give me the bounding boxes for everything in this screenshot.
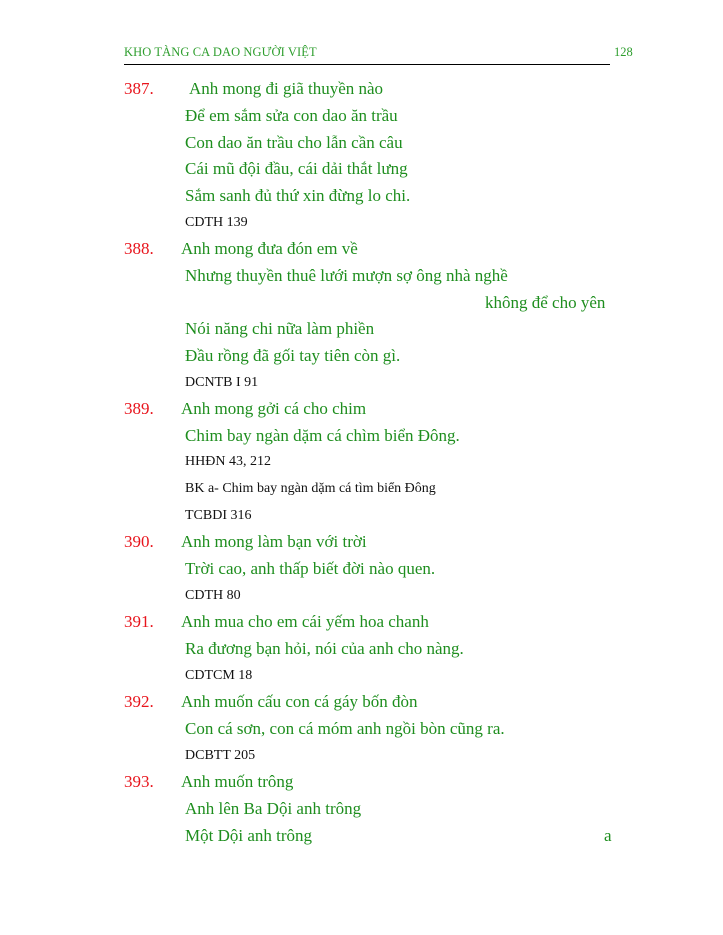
verse-line: Chim bay ngàn dặm cá chìm biển Đông.: [185, 426, 460, 445]
source-citation: CDTH 139: [185, 215, 248, 230]
source-citation: TCBDI 316: [185, 508, 252, 523]
entry-number-391: 391.: [124, 612, 154, 631]
verse-line: Con dao ăn trầu cho lẫn cần câu: [185, 133, 403, 152]
source-citation: DCNTB I 91: [185, 375, 259, 390]
entry-number-393: 393.: [124, 772, 154, 791]
verse-line-continuation: không để cho yên: [485, 293, 606, 312]
book-title: KHO TÀNG CA DAO NGƯỜI VIỆT: [124, 45, 317, 59]
page-number: 128: [614, 45, 633, 59]
verse-line: Để em sắm sửa con dao ăn trầu: [185, 106, 398, 125]
verse-line-fragment: a: [604, 826, 612, 845]
entry-number-392: 392.: [124, 692, 154, 711]
verse-line: Cái mũ đội đầu, cái dải thắt lưng: [185, 159, 408, 178]
verse-line: Đầu rồng đã gối tay tiên còn gì.: [185, 346, 401, 365]
verse-line: Anh muốn trông: [181, 772, 294, 791]
verse-line: Ra đương bạn hỏi, nói của anh cho nàng.: [185, 639, 464, 658]
verse-line: Anh mong gởi cá cho chim: [181, 399, 367, 418]
verse-line: Anh mong đưa đón em về: [181, 239, 358, 258]
verse-line: Một Dội anh trông: [185, 826, 313, 845]
verse-line: Nhưng thuyền thuê lưới mượn sợ ông nhà nghề: [185, 266, 508, 285]
source-citation: DCBTT 205: [185, 748, 256, 763]
verse-line: Anh mong làm bạn với trời: [181, 532, 367, 551]
verse-line: Anh mua cho em cái yếm hoa chanh: [181, 612, 429, 631]
source-citation: CDTH 80: [185, 588, 241, 603]
entry-number-387: 387.: [124, 79, 154, 98]
verse-line: Trời cao, anh thấp biết đời nào quen.: [185, 559, 436, 578]
entry-number-388: 388.: [124, 239, 154, 258]
verse-line: Nói năng chi nữa làm phiền: [185, 319, 375, 338]
entry-number-389: 389.: [124, 399, 154, 418]
verse-line: Con cá sơn, con cá móm anh ngồi bòn cũng ra.: [185, 719, 505, 738]
verse-line: Anh muốn cấu con cá gáy bốn đòn: [181, 692, 418, 711]
page-header: [124, 44, 610, 65]
verse-line: Anh mong đi giã thuyền nào: [189, 79, 384, 98]
verse-line: Sắm sanh đủ thứ xin đừng lo chi.: [185, 186, 411, 205]
variant-note: BK a- Chim bay ngàn dặm cá tìm biển Đông: [185, 481, 436, 496]
entry-number-390: 390.: [124, 532, 154, 551]
source-citation: HHĐN 43, 212: [185, 454, 271, 469]
source-citation: CDTCM 18: [185, 668, 253, 683]
verse-line: Anh lên Ba Dội anh trông: [185, 799, 362, 818]
